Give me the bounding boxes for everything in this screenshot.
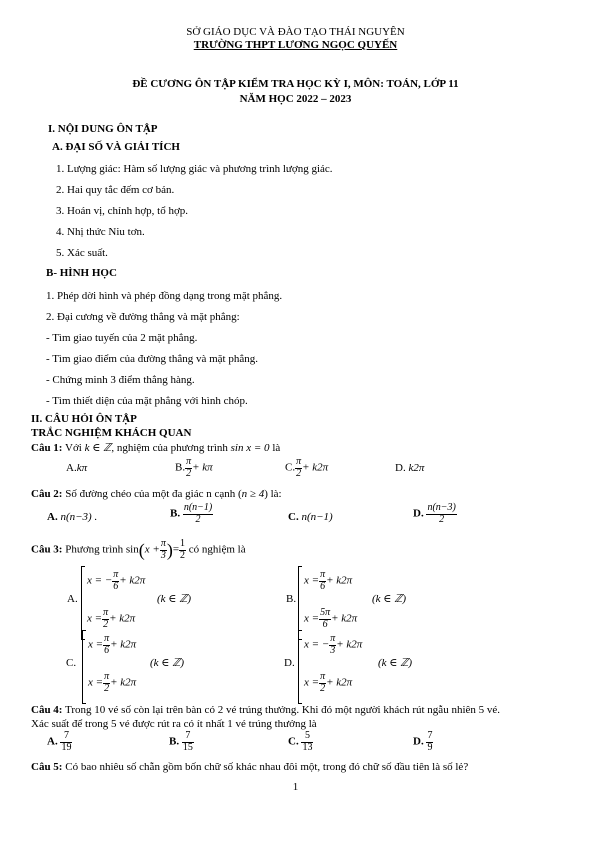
question-text: ) là:: [264, 488, 282, 500]
q3-a-line-1: [87, 570, 145, 592]
algebra-item: 1. Lượng giác: Hàm số lượng giác và phương trình lượng giác.: [56, 163, 333, 175]
math-condition: n ≥ 4: [241, 488, 265, 500]
numerator: π: [320, 671, 326, 682]
k2pi: + k2π: [110, 638, 137, 651]
geometry-heading: B- HÌNH HỌC: [46, 267, 117, 279]
geometry-item: 1. Phép dời hình và phép đồng dạng trong mặt phẳng.: [46, 290, 283, 302]
numerator: π: [320, 569, 326, 580]
q3-a-line-2: [87, 608, 135, 630]
paren-close: ): [166, 540, 173, 560]
q3-option-c-letter: C.: [66, 657, 77, 669]
x-eq: x =: [88, 638, 104, 651]
option-letter: C.: [288, 735, 299, 748]
k2pi: + k2π: [326, 574, 353, 587]
k2pi: + k2π: [326, 676, 353, 689]
math-equation: sin x = 0: [230, 442, 270, 454]
question-5: [31, 762, 468, 773]
x-eq: x =: [304, 612, 320, 625]
x-eq: x =: [87, 612, 103, 625]
option-value: kπ: [76, 462, 88, 474]
numerator: 7: [182, 731, 194, 743]
q4-option-b: [169, 731, 194, 753]
x-eq: x = −: [87, 574, 113, 587]
numerator: π: [104, 671, 110, 682]
fraction: [60, 731, 72, 753]
denominator: 2: [180, 549, 186, 561]
math-condition: k ∈ ℤ: [84, 442, 112, 454]
option-letter: A.: [47, 735, 58, 748]
algebra-item: 3. Hoán vị, chỉnh hợp, tổ hợp.: [56, 205, 189, 217]
question-text: Có bao nhiêu số chẵn gồm bốn chữ số khác nhau đôi một, trong đó chữ số đầu tiên là số lẻ?: [62, 761, 469, 773]
question-label: Câu 2:: [31, 488, 63, 500]
multiple-choice-heading: TRẮC NGHIỆM KHÁCH QUAN: [31, 427, 192, 439]
q2-option-b: [170, 503, 213, 525]
option-tail: + k2π: [302, 461, 329, 474]
q4-option-a: [47, 731, 72, 753]
geometry-item: - Tìm giao tuyến của 2 mặt phẳng.: [46, 332, 198, 344]
denominator: 2: [320, 682, 326, 694]
question-text: Phương trình: [62, 543, 126, 556]
question-text: là: [269, 442, 281, 454]
denominator: 13: [302, 741, 313, 753]
numerator: π: [186, 456, 192, 467]
page-number: 1: [292, 781, 299, 793]
q3-c-kz: (k ∈ ℤ): [150, 657, 185, 669]
numerator: n(n−1): [183, 502, 213, 513]
question-label: Câu 3:: [31, 543, 63, 556]
q3-option-d-letter: D.: [284, 657, 295, 669]
q1-option-d: [395, 463, 424, 474]
option-letter: D.: [395, 462, 406, 474]
numerator: 5: [301, 731, 313, 743]
question-label: Câu 1:: [31, 442, 63, 454]
q1-option-b: [175, 457, 213, 479]
fraction: [182, 731, 194, 753]
denominator: 6: [320, 580, 326, 592]
question-2: [31, 489, 282, 500]
q3-b-line-2: [304, 608, 357, 630]
denominator: 2: [103, 618, 109, 630]
x-eq: x =: [304, 676, 320, 689]
fraction: [179, 539, 186, 561]
numerator: 1: [180, 538, 186, 549]
school-year: NĂM HỌC 2022 – 2023: [239, 93, 352, 105]
denominator: 2: [296, 467, 302, 479]
q4-option-d: [413, 731, 433, 753]
q3-option-a-bracket: [81, 566, 85, 640]
q3-c-line-2: [88, 672, 136, 694]
denominator: 9: [427, 741, 433, 753]
question-3: [31, 539, 246, 561]
q3-b-kz: (k ∈ ℤ): [372, 593, 407, 605]
geometry-item: 2. Đại cương về đường thẳng và mặt phẳng:: [46, 311, 240, 323]
paren-open: (: [138, 540, 145, 560]
q3-option-d-bracket: [298, 630, 302, 704]
numerator: 7: [60, 731, 72, 743]
q3-d-line-2: [304, 672, 352, 694]
document-title: ĐỀ CƯƠNG ÔN TẬP KIỂM TRA HỌC KỲ I, MÔN: TOÁN, LỚP 11: [132, 78, 459, 90]
option-value: n(n−3) .: [60, 511, 98, 523]
algebra-heading: A. ĐẠI SỐ VÀ GIẢI TÍCH: [52, 141, 180, 153]
q3-option-b-bracket: [298, 566, 302, 640]
denominator: 2: [195, 513, 201, 525]
numerator: π: [103, 607, 109, 618]
x-eq: x =: [304, 574, 320, 587]
k2pi: + k2π: [336, 638, 363, 651]
question-text: có nghiệm là: [186, 543, 246, 556]
fraction: [426, 731, 433, 753]
q1-option-a: [66, 463, 87, 474]
question-1: [31, 443, 280, 454]
geometry-item: - Tìm giao điểm của đường thẳng và mặt phẳng.: [46, 353, 258, 365]
x-eq: x = −: [304, 638, 330, 651]
option-letter: C.: [288, 511, 299, 523]
option-letter: A.: [47, 511, 58, 523]
denominator: 2: [104, 682, 110, 694]
question-text: , nghiệm của phương trình: [111, 442, 231, 454]
fraction: [319, 608, 331, 630]
q3-option-c-bracket: [82, 630, 86, 704]
q2-option-d: [413, 503, 457, 525]
numerator: π: [160, 538, 166, 549]
numerator: π: [104, 633, 110, 644]
option-letter: C.: [285, 461, 296, 474]
option-tail: + kπ: [192, 461, 213, 474]
school-name: TRƯỜNG THPT LƯƠNG NGỌC QUYẾN: [193, 39, 398, 51]
denominator: 6: [113, 580, 119, 592]
question-label: Câu 4:: [31, 704, 63, 716]
q3-option-a-letter: A.: [67, 593, 78, 605]
q3-d-kz: (k ∈ ℤ): [378, 657, 413, 669]
q3-d-line-1: [304, 634, 362, 656]
k2pi: + k2π: [110, 676, 137, 689]
fraction: [183, 503, 213, 525]
section-1-heading: I. NỘI DUNG ÔN TẬP: [48, 123, 158, 135]
q3-b-line-1: [304, 570, 352, 592]
fraction: [301, 731, 313, 753]
algebra-item: 2. Hai quy tắc đếm cơ bản.: [56, 184, 175, 196]
q1-option-c: [285, 457, 328, 479]
argument-head: x +: [144, 543, 160, 556]
q2-option-c: [288, 512, 333, 523]
numerator: n(n−3): [427, 502, 456, 513]
k2pi: + k2π: [109, 612, 136, 625]
numerator: π: [330, 633, 336, 644]
option-letter: B.: [170, 507, 181, 520]
question-text: Số đường chéo của một đa giác n cạnh (: [62, 488, 242, 500]
question-label: Câu 5:: [31, 761, 63, 773]
denominator: 15: [182, 741, 193, 753]
denominator: 6: [104, 644, 110, 656]
numerator: 7: [427, 730, 433, 741]
question-text: Trong 10 vé số còn lại trên bàn có 2 vé trúng thưởng. Khi đó một người khách rút ngẫu nhiên 5 vé.: [62, 704, 501, 716]
k2pi: + k2π: [331, 612, 358, 625]
q3-option-b-letter: B.: [286, 593, 297, 605]
denominator: 2: [439, 513, 445, 525]
denominator: 3: [330, 644, 336, 656]
department-name: SỞ GIÁO DỤC VÀ ĐÀO TẠO THÁI NGUYÊN: [186, 26, 405, 38]
fraction: [160, 539, 167, 561]
question-4: [31, 705, 500, 716]
option-letter: D.: [413, 507, 424, 520]
q3-a-kz: (k ∈ ℤ): [157, 593, 192, 605]
q2-option-a: [47, 512, 97, 523]
section-2-heading: II. CÂU HỎI ÔN TẬP: [31, 413, 137, 425]
denominator: 3: [160, 549, 166, 561]
q4-option-c: [288, 731, 313, 753]
option-letter: B.: [175, 461, 186, 474]
question-text: Với: [62, 442, 85, 454]
k2pi: + k2π: [119, 574, 146, 587]
equals-sign: =: [172, 543, 180, 556]
option-value: k2π: [408, 462, 425, 474]
geometry-item: - Tìm thiết diện của mặt phẳng với hình chóp.: [46, 395, 248, 407]
algebra-item: 5. Xác suất.: [56, 247, 108, 259]
numerator: π: [113, 569, 119, 580]
x-eq: x =: [88, 676, 104, 689]
geometry-item: - Chứng minh 3 điểm thẳng hàng.: [46, 374, 195, 386]
option-letter: D.: [413, 735, 424, 748]
denominator: 19: [61, 741, 72, 753]
denominator: 6: [322, 618, 328, 630]
sin-function: sin: [125, 543, 139, 556]
question-4-line-2: Xác suất để trong 5 vé được rút ra có ít nhất 1 vé trúng thưởng là: [31, 718, 317, 730]
option-value: n(n−1): [301, 511, 333, 523]
numerator: π: [296, 456, 302, 467]
q3-c-line-1: [88, 634, 136, 656]
algebra-item: 4. Nhị thức Niu tơn.: [56, 226, 145, 238]
fraction: [426, 503, 456, 525]
option-letter: B.: [169, 735, 180, 748]
option-letter: A.: [66, 462, 77, 474]
denominator: 2: [186, 467, 192, 479]
numerator: 5π: [320, 607, 331, 618]
